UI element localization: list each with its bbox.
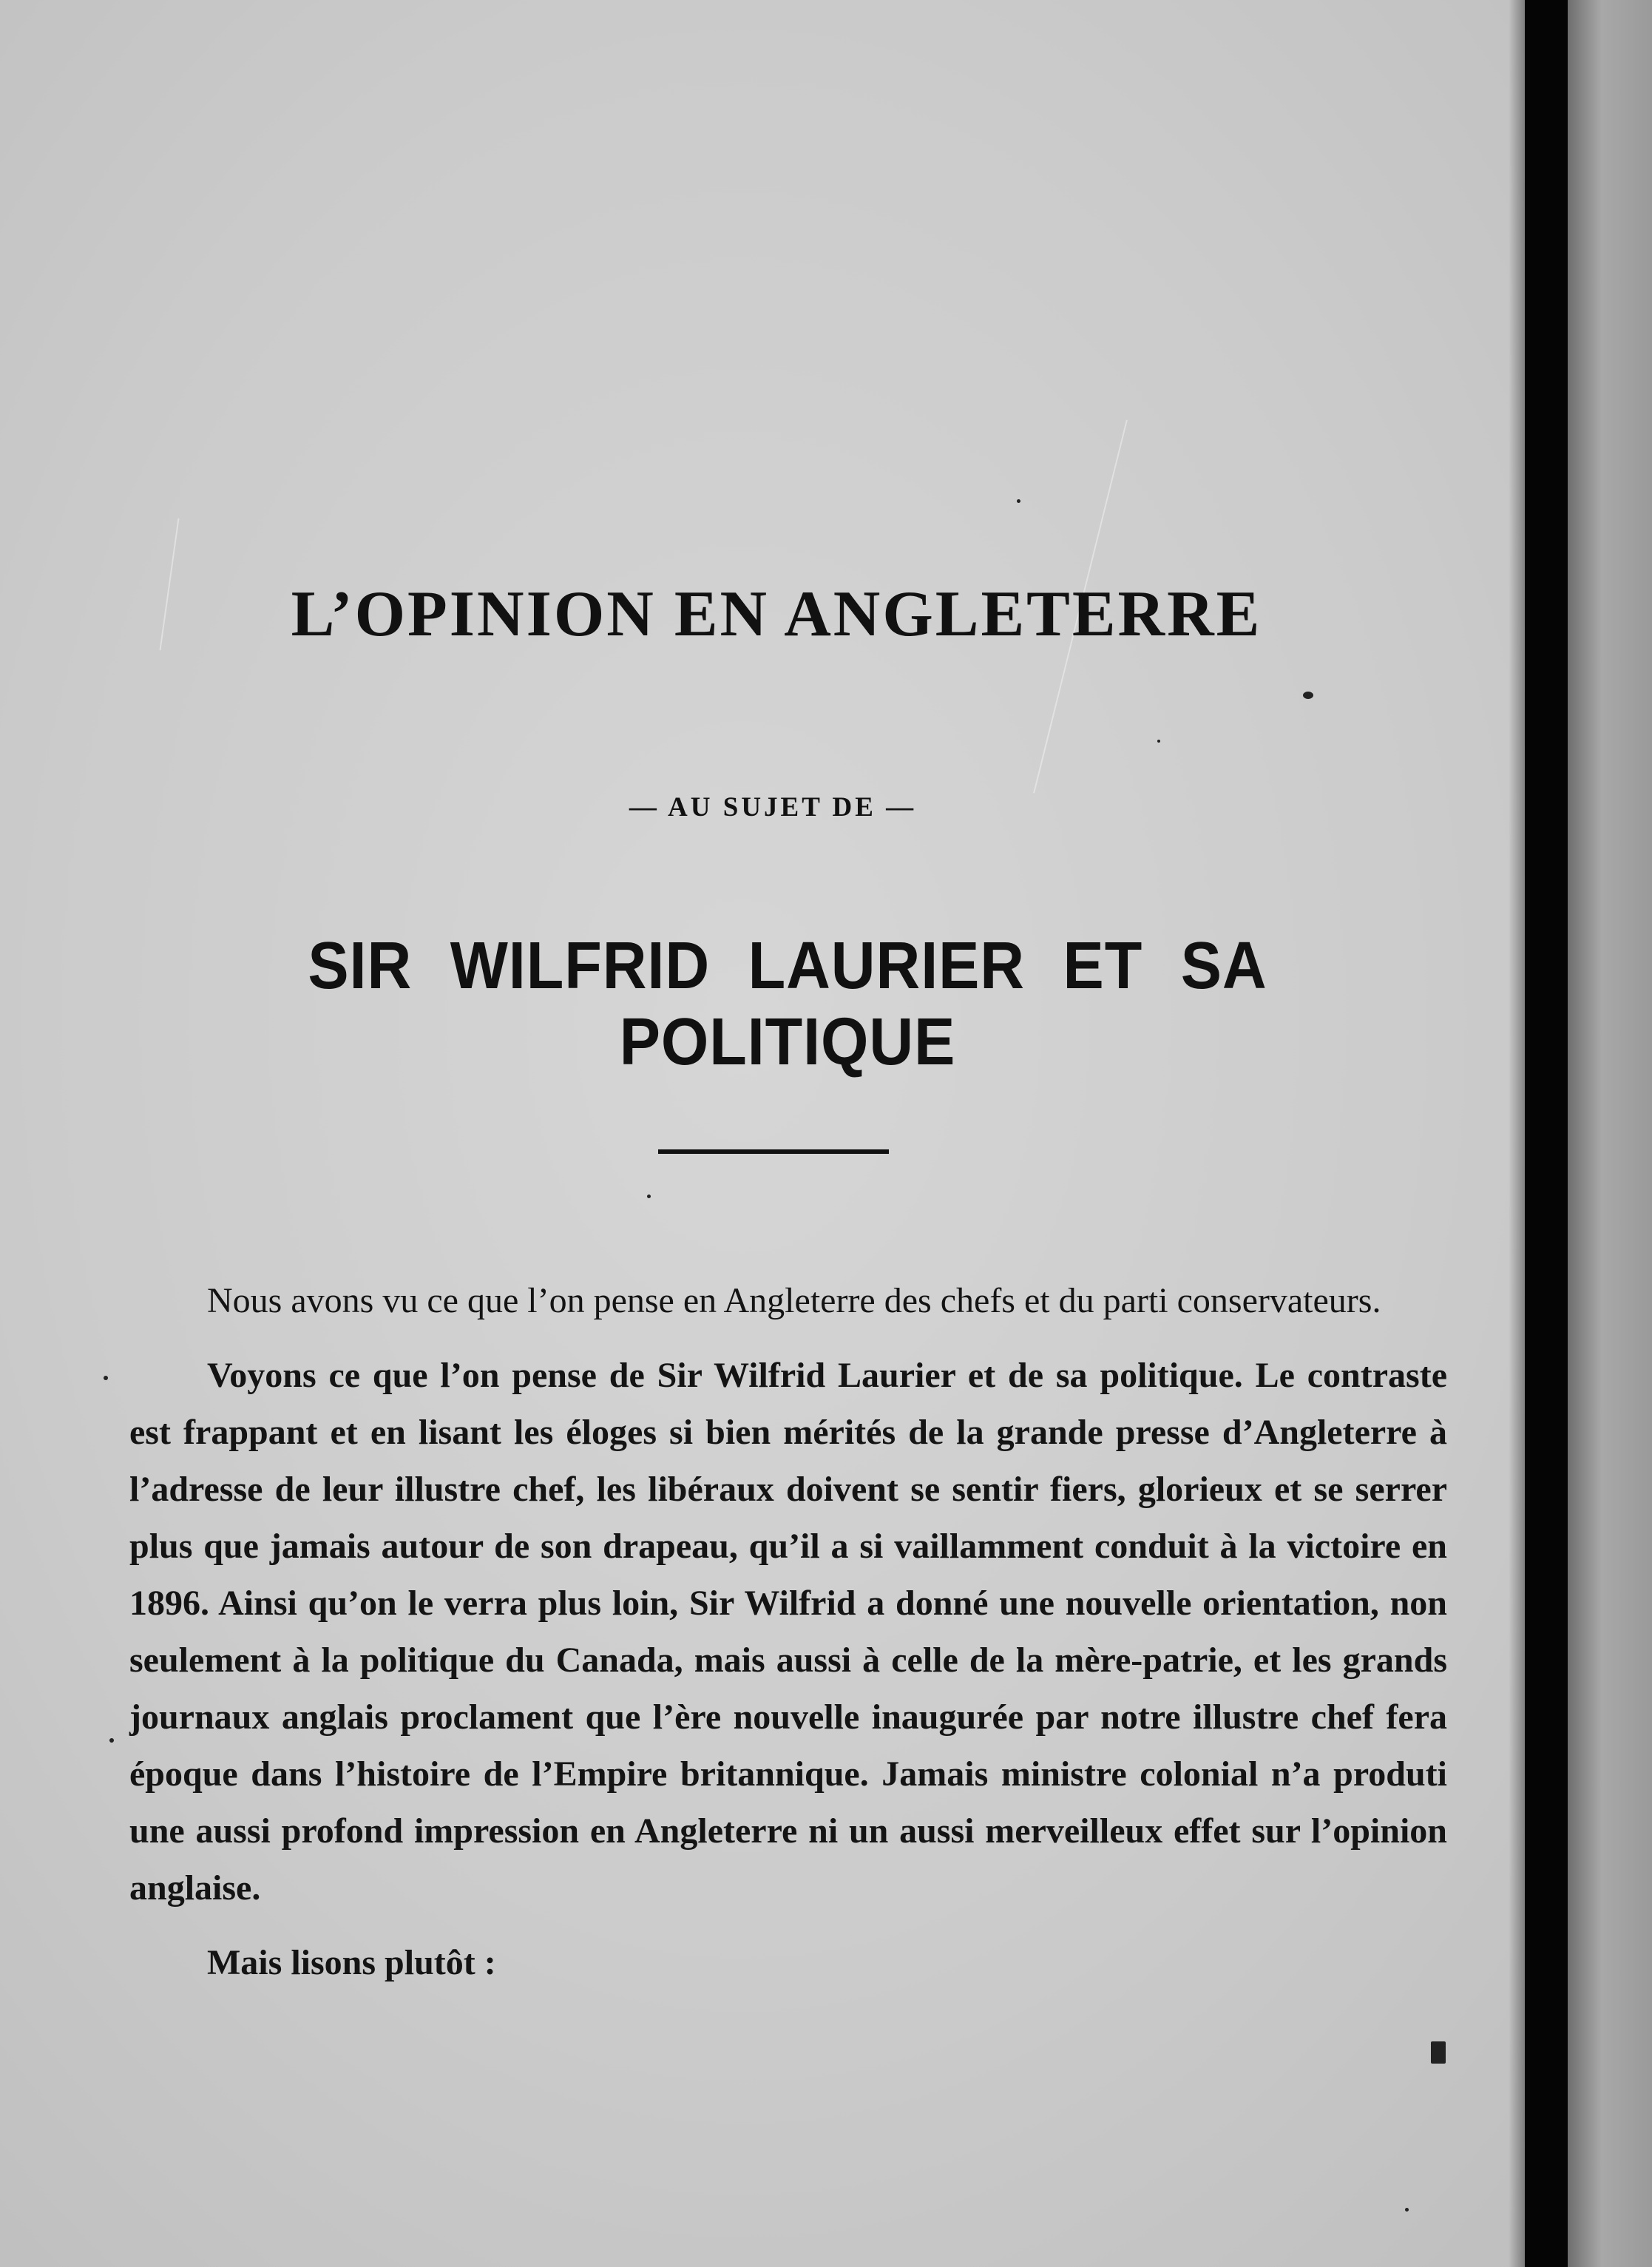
section-heading: SIR WILFRID LAURIER ET SA POLITIQUE	[308, 929, 1267, 1079]
scan-speck	[647, 1195, 651, 1198]
paragraph-1: Nous avons vu ce que l’on pense en Angleterre des chefs et du parti conservateurs.	[207, 1281, 1381, 1320]
scan-speck	[109, 1738, 114, 1743]
scan-speck	[1405, 2208, 1409, 2212]
scan-speck	[1303, 692, 1313, 699]
adjacent-page-edge	[1568, 0, 1652, 2267]
scan-speck	[104, 1376, 108, 1380]
scan-mark	[1431, 2041, 1446, 2064]
body-text	[129, 1272, 1447, 1991]
scan-speck	[1157, 740, 1160, 743]
page-edge-shadow	[1509, 0, 1525, 2267]
page-subtitle: — AU SUJET DE —	[629, 792, 917, 822]
binding-gutter	[1525, 0, 1568, 2267]
paragraph-3: Mais lisons plutôt :	[207, 1943, 496, 1982]
scan-speck	[1017, 499, 1020, 503]
paragraph-2: Voyons ce que l’on pense de Sir Wilfrid Laurier et de sa politique. Le contraste est frappant et en lisant les éloges si bien mérités de la grande presse d’Angleterre à l’adresse de leur illustre chef, les libéraux doivent se sentir fiers, glorieux et se serrer plus que jamais autour de son drapeau, qu’il a si vaillamment conduit à la victoire en 1896. Ainsi qu’on le verra plus loin, Sir Wilfrid a donné une nouvelle orientation, non seulement à la politique du Canada, mais aussi à celle de la mère-patrie, et les grands journaux anglais proclament que l’ère nouvelle inaugurée par notre illustre chef fera époque dans l’histoire de l’Empire britannique. Jamais ministre colonial n’a produti une aussi profond impression en Angleterre ni un aussi merveilleux effet sur l’opinion anglaise.	[129, 1356, 1447, 1908]
divider-rule	[658, 1149, 889, 1154]
page-title: L’OPINION EN ANGLETERRE	[291, 578, 1262, 650]
